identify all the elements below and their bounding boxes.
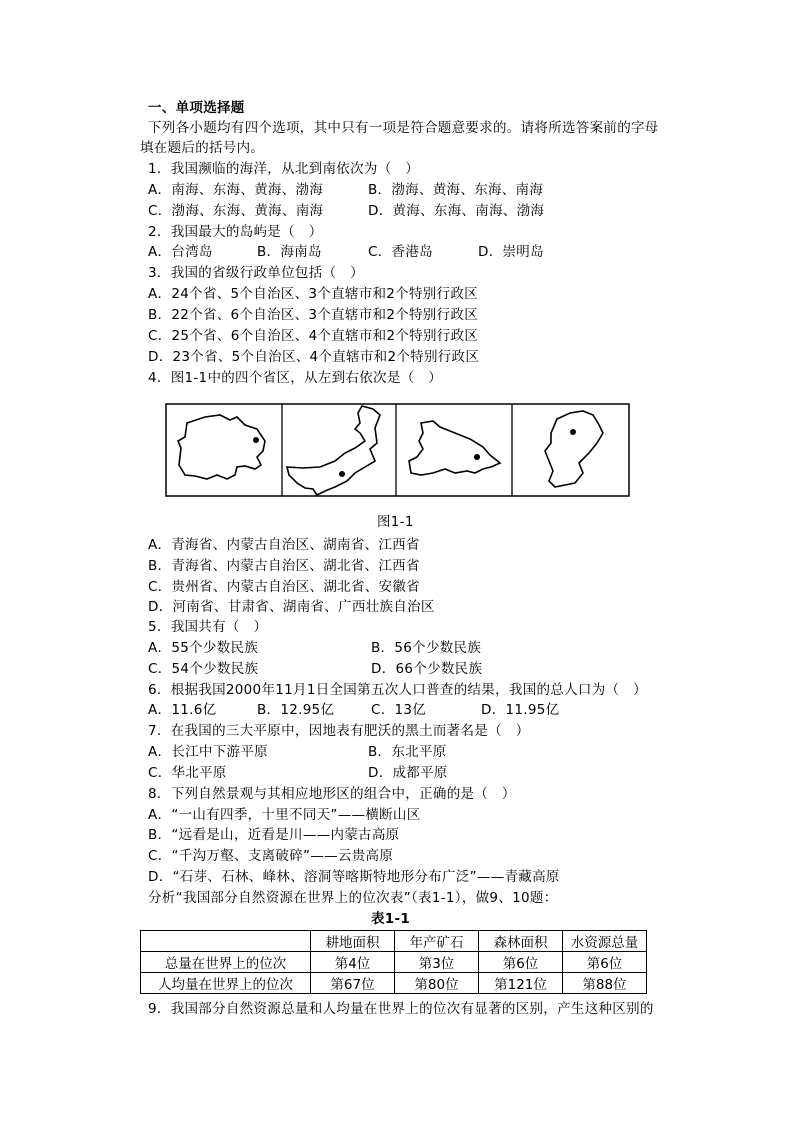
q9-stem: 9．我国部分自然资源总量和人均量在世界上的位次有显著的区别，产生这种区别的 (148, 1001, 654, 1017)
q7-option-c: C．华北平原 (148, 765, 227, 781)
table-row (141, 952, 647, 973)
figure-caption: 图1-1 (377, 514, 414, 530)
table-header-row (141, 931, 647, 952)
q1-stem: 1．我国濒临的海洋，从北到南依次为（ ） (148, 161, 420, 177)
table-header-cell: 森林面积 (479, 931, 563, 952)
q4-stem: 4．图1-1中的四个省区，从左到右依次是（ ） (148, 370, 443, 386)
q3-option-a: A．24个省、5个自治区、3个直辖市和2个特别行政区 (148, 286, 478, 302)
q2-option-c: C．香港岛 (368, 244, 433, 260)
table-header-cell: 水资源总量 (563, 931, 647, 952)
q3-stem: 3．我国的省级行政单位包括（ ） (148, 265, 364, 281)
q5-option-b: B．56个少数民族 (371, 640, 482, 656)
q4-option-c: C．贵州省、内蒙古自治区、湖北省、安徽省 (148, 579, 420, 595)
instructions-line-2: 填在题后的括号内。 (140, 140, 265, 156)
q6-stem: 6．根据我国2000年11月1日全国第五次人口普查的结果，我国的总人口为（ ） (148, 682, 647, 698)
table-cell: 第88位 (563, 973, 647, 994)
table-cell: 总量在世界上的位次 (141, 952, 311, 973)
q2-option-a: A．台湾岛 (148, 244, 213, 260)
q2-option-b: B．海南岛 (257, 244, 322, 260)
q5-stem: 5．我国共有（ ） (148, 619, 268, 635)
q6-option-b: B．12.95亿 (257, 702, 335, 718)
q5-option-d: D．66个少数民族 (371, 661, 483, 677)
table-cell: 人均量在世界上的位次 (141, 973, 311, 994)
resource-ranking-table (140, 930, 647, 994)
q6-option-c: C．13亿 (371, 702, 427, 718)
table-cell: 第4位 (311, 952, 395, 973)
table-cell: 第67位 (311, 973, 395, 994)
q7-option-b: B．东北平原 (368, 744, 447, 760)
q1-option-c: C．渤海、东海、黄海、南海 (148, 203, 324, 219)
map-jiangxi (545, 411, 603, 487)
q7-option-a: A．长江中下游平原 (148, 744, 268, 760)
instructions-line-1: 下列各小题均有四个选项，其中只有一项是符合题意要求的。请将所选答案前的字母 (148, 120, 659, 136)
q5-option-a: A．55个少数民族 (148, 640, 259, 656)
q2-option-d: D．崇明岛 (478, 244, 544, 260)
q2-stem: 2．我国最大的岛屿是（ ） (148, 224, 323, 240)
section-title: 一、单项选择题 (148, 100, 245, 116)
analysis-prompt: 分析“我国部分自然资源在世界上的位次表”（表1-1），做9、10题： (148, 890, 558, 906)
capital-dot (474, 454, 480, 460)
capital-dot (339, 471, 345, 477)
map-hubei (409, 421, 500, 475)
map-inner-mongolia (287, 406, 380, 495)
table-header-cell: 年产矿石 (395, 931, 479, 952)
q5-option-c: C．54个少数民族 (148, 661, 259, 677)
table-header-cell: 耕地面积 (311, 931, 395, 952)
q8-stem: 8．下列自然景观与其相应地形区的组合中，正确的是（ ） (148, 786, 516, 802)
capital-dot (570, 429, 576, 435)
map-qinghai (178, 415, 265, 479)
q3-option-d: D．23个省、5个自治区、4个直辖市和2个特别行政区 (148, 349, 480, 365)
q1-option-d: D．黄海、东海、南海、渤海 (368, 203, 545, 219)
q1-option-a: A．南海、东海、黄海、渤海 (148, 182, 324, 198)
q7-option-d: D．成都平原 (368, 765, 448, 781)
q7-stem: 7．在我国的三大平原中，因地表有肥沃的黑土而著名是（ ） (148, 723, 530, 739)
province-maps-figure (165, 403, 631, 498)
table-header-cell (141, 931, 311, 952)
table-row (141, 973, 647, 994)
q4-option-d: D．河南省、甘肃省、湖南省、广西壮族自治区 (148, 599, 435, 615)
capital-dot (253, 437, 259, 443)
table-cell: 第80位 (395, 973, 479, 994)
q8-option-c: C．“千沟万壑、支离破碎”——云贵高原 (148, 848, 394, 864)
q4-option-b: B．青海省、内蒙古自治区、湖北省、江西省 (148, 558, 420, 574)
table-cell: 第6位 (479, 952, 563, 973)
q3-option-c: C．25个省、6个自治区、4个直辖市和2个特别行政区 (148, 328, 479, 344)
q8-option-a: A．“一山有四季，十里不同天”——横断山区 (148, 807, 421, 823)
q8-option-b: B．“远看是山，近看是川——内蒙古高原 (148, 827, 400, 843)
q1-option-b: B．渤海、黄海、东海、南海 (368, 182, 544, 198)
table-cell: 第121位 (479, 973, 563, 994)
table-title: 表1-1 (371, 911, 411, 927)
q6-option-d: D．11.95亿 (481, 702, 560, 718)
q8-option-d: D．“石芽、石林、峰林、溶洞等喀斯特地形分布广泛”——青藏高原 (148, 869, 560, 885)
q6-option-a: A．11.6亿 (148, 702, 217, 718)
table-cell: 第6位 (563, 952, 647, 973)
q3-option-b: B．22个省、6个自治区、3个直辖市和2个特别行政区 (148, 307, 479, 323)
table-cell: 第3位 (395, 952, 479, 973)
q4-option-a: A．青海省、内蒙古自治区、湖南省、江西省 (148, 537, 420, 553)
